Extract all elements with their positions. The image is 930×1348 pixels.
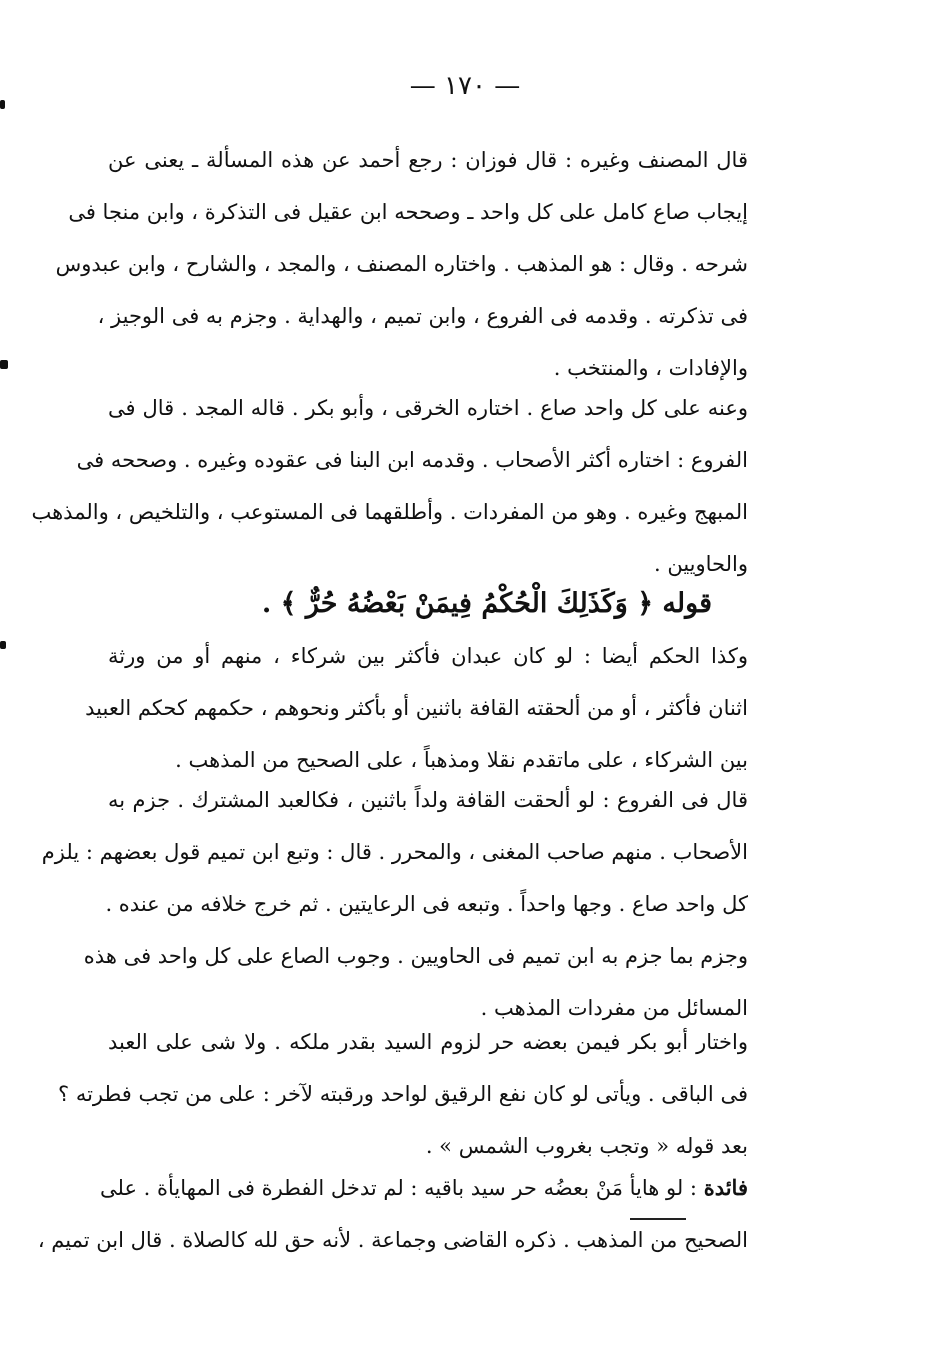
paragraph-5 xyxy=(58,1016,748,1172)
margin-mark xyxy=(0,360,8,369)
margin-mark xyxy=(0,641,6,649)
text-line: المبهج وغيره . وهو من المفردات . وأطلقهما فى المستوعب ، والتلخيص ، والمذهب xyxy=(31,500,748,524)
text-line: واختار أبو بكر فيمن بعضه حر لزوم السيد بقدر ملكه . ولا شى على العبد xyxy=(108,1030,748,1054)
text-line: والإفادات ، والمنتخب . xyxy=(553,356,748,380)
text-line: كل واحد صاع . وجها واحداً . وتبعه فى الرعايتين . ثم خرج خلافه من عنده . xyxy=(105,892,748,916)
paragraph-3 xyxy=(85,630,748,786)
text-line: قال فى الفروع : لو ألحقت القافة ولداً باثنين ، فكالعبد المشترك . جزم به xyxy=(108,788,748,812)
text-line: إيجاب صاع كامل على كل واحد ـ وصححه ابن عقيل فى التذكرة ، وابن منجا فى xyxy=(68,200,748,224)
text-line: الفروع : اختاره أكثر الأصحاب . وقدمه ابن البنا فى عقوده وغيره . وصححه فى xyxy=(76,448,748,472)
text-line: قال المصنف وغيره : قال فوزان : رجع أحمد عن هذه المسألة ـ يعنى عن xyxy=(108,148,748,172)
paragraph-4 xyxy=(41,774,748,1034)
text-line: بين الشركاء ، على ماتقدم نقلا ومذهباً ، على الصحيح من المذهب . xyxy=(175,748,748,772)
note-first-line xyxy=(99,1162,748,1214)
text-line: وكذا الحكم أيضا : لو كان عبدان فأكثر بين شركاء ، منهم أو من ورثة xyxy=(108,644,748,668)
page-number: — ١٧٠ — xyxy=(409,71,521,101)
text-line: والحاويين . xyxy=(654,552,748,576)
paragraph-1 xyxy=(55,134,748,394)
margin-mark xyxy=(0,100,5,109)
note-label: فائدة xyxy=(703,1175,748,1200)
text-line: اثنان فأكثر ، أو من ألحقته القافة باثنين أو بأكثر ونحوهم ، حكمهم كحكم العبيد xyxy=(85,696,748,720)
section-heading-block xyxy=(108,578,748,630)
paragraph-6 xyxy=(37,1162,748,1266)
paragraph-2 xyxy=(31,382,748,590)
text-line: شرحه . وقال : هو المذهب . واختاره المصنف ، والمجد ، والشارح ، وابن عبدوس xyxy=(55,252,748,276)
text-line: الصحيح من المذهب . ذكره القاضى وجماعة . لأنه حق لله كالصلاة . قال ابن تميم ، xyxy=(37,1228,748,1252)
note-label-underline xyxy=(630,1218,686,1220)
section-heading: قوله ﴿ وَكَذَلِكَ الْحُكْمُ فِيمَنْ بَعْضُهُ حُرٌّ ﴾ . xyxy=(261,588,712,619)
text-line: وعنه على كل واحد صاع . اختاره الخرقى ، وأبو بكر . قاله المجد . قال فى xyxy=(108,396,748,420)
text-line: وجزم بما جزم به ابن تميم فى الحاويين . وجوب الصاع على كل واحد فى هذه xyxy=(83,944,748,968)
text-line: المسائل من مفردات المذهب . xyxy=(480,996,748,1020)
text-line: فى تذكرته . وقدمه فى الفروع ، وابن تميم ، والهداية . وجزم به فى الوجيز ، xyxy=(97,304,748,328)
text-line: : لو هايأ مَنْ بعضُه حر سيد باقيه : لم تدخل الفطرة فى المهايأة . على xyxy=(99,1176,704,1200)
text-line: فى الباقى . ويأتى لو كان نفع الرقيق لواحد ورقبته لآخر : على من تجب فطرته ؟ xyxy=(58,1082,748,1106)
text-line: الأصحاب . منهم صاحب المغنى ، والمحرر . قال : وتبع ابن تميم قول بعضهم : يلزم xyxy=(41,840,748,864)
text-line: بعد قوله « وتجب بغروب الشمس » . xyxy=(425,1134,748,1158)
